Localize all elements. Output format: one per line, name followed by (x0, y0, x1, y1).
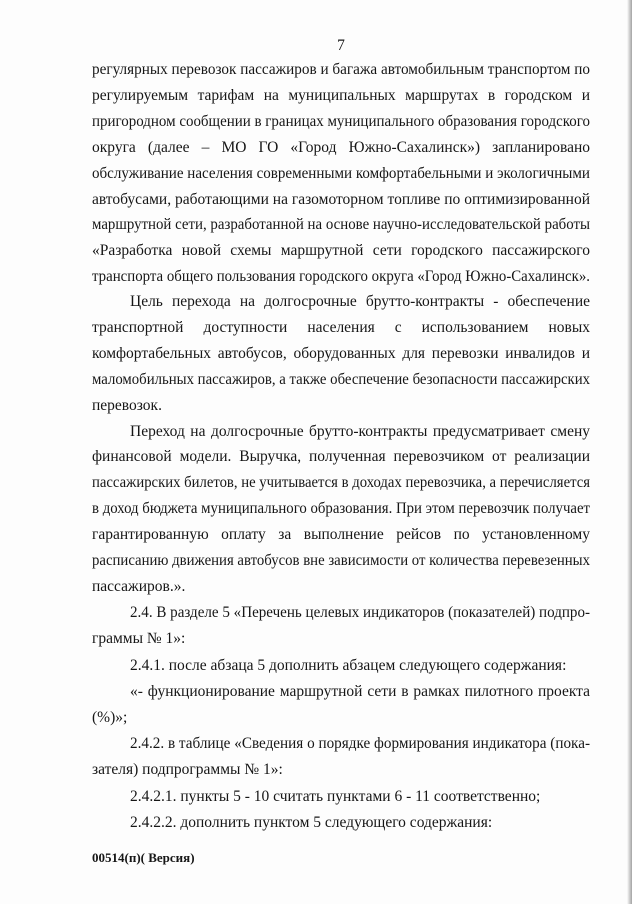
text-line: пригородном сообщении в границах муниципального образования городского (92, 113, 590, 130)
text-line: зателя) подпрограммы № 1»: (92, 761, 283, 778)
page-number: 7 (337, 37, 345, 54)
text-line: «- функционирование маршрутной сети в рамках пилотного проекта (130, 683, 590, 700)
text-line: транспортной доступности населения с использованием новых (92, 319, 590, 336)
text-line: Цель перехода на долгосрочные брутто-контракты - обеспечение (130, 293, 590, 310)
text-line: пассажирских билетов, не учитывается в доходах перевозчика, а перечисляется (92, 474, 590, 491)
text-line: обслуживание населения современными комфортабельными и экологичными (92, 165, 590, 182)
text-line: (%)»; (92, 709, 128, 726)
text-line: автобусами, работающими на газомоторном топливе по оптимизированной (92, 191, 590, 208)
text-line: «Разработка новой схемы маршрутной сети городского пассажирского (92, 242, 590, 259)
text-line: гарантированную оплату за выполнение рейсов по установленному (92, 526, 590, 543)
text-line: финансовой модели. Выручка, полученная перевозчиком от реализации (92, 448, 590, 465)
text-line: комфортабельных автобусов, оборудованных для перевозки инвалидов и (92, 345, 590, 362)
document-footer-code: 00514(п)( Версия) (92, 850, 195, 865)
text-line: Переход на долгосрочные брутто-контракты предусматривает смену (130, 423, 590, 440)
text-line: регулируемым тарифам на муниципальных маршрутах в городском и (92, 87, 590, 104)
text-line: пассажиров.». (92, 578, 186, 595)
text-line: округа (далее – МО ГО «Город Южно-Сахалинск») запланировано (92, 139, 590, 156)
text-line: 2.4. В разделе 5 «Перечень целевых индикаторов (показателей) подпро- (130, 604, 590, 621)
text-line: 2.4.1. после абзаца 5 дополнить абзацем следующего содержания: (130, 657, 567, 674)
text-line: регулярных перевозок пассажиров и багажа автомобильным транспортом по (92, 61, 590, 78)
text-line: граммы № 1»: (92, 630, 186, 647)
text-line: 2.4.2. в таблице «Сведения о порядке формирования индикатора (пока- (130, 735, 590, 752)
text-line: в доход бюджета муниципального образования. При этом перевозчик получает (92, 500, 590, 517)
text-line: транспорта общего пользования городского округа «Город Южно-Сахалинск». (92, 268, 590, 285)
text-line: перевозок. (92, 397, 162, 414)
text-line: 2.4.2.2. дополнить пунктом 5 следующего содержания: (130, 814, 493, 831)
scan-edge (627, 0, 632, 904)
text-line: маршрутной сети, разработанной на основе научно-исследовательской работы (92, 216, 590, 233)
text-line: 2.4.2.1. пункты 5 - 10 считать пунктами 6 - 11 соответственно; (130, 788, 541, 805)
text-line: расписанию движения автобусов вне зависимости от количества перевезенных (92, 552, 590, 569)
text-line: маломобильных пассажиров, а также обеспечение безопасности пассажирских (92, 371, 590, 388)
